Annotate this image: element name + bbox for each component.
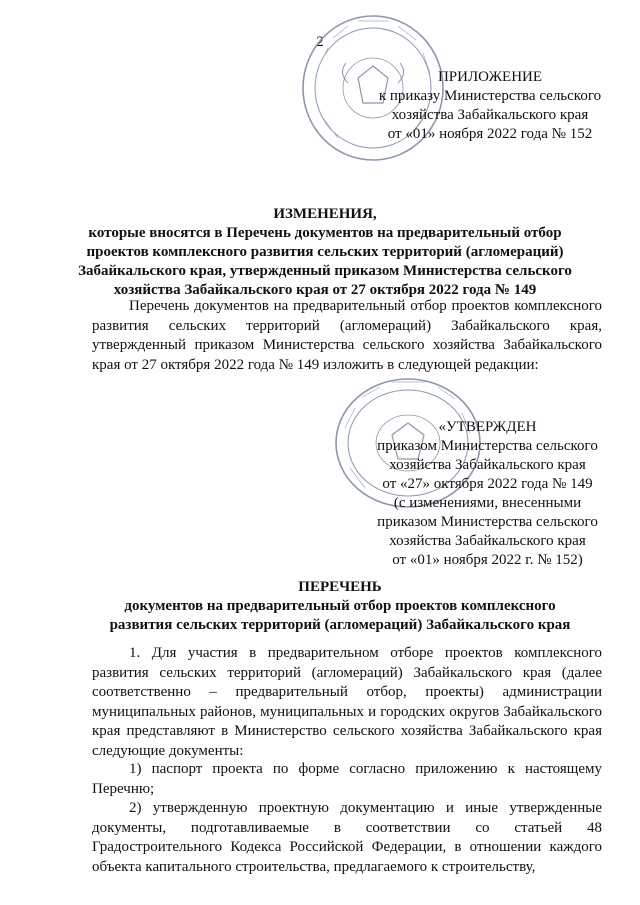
list-title-line: развития сельских территорий (агломераций) Забайкальского края [109, 617, 571, 633]
approved-line: от «27» октября 2022 года № 149 [382, 476, 593, 492]
approved-line: приказом Министерства сельского [377, 514, 598, 530]
list-title-line: документов на предварительный отбор проектов комплексного [124, 598, 556, 614]
approved-line: приказом Министерства сельского [377, 438, 598, 454]
list-title-heading: ПЕРЕЧЕНЬ [298, 579, 382, 595]
appendix-line: от «01» ноября 2022 года № 152 [387, 126, 593, 142]
title-line: которые вносятся в Перечень документов на предварительный отбор [88, 225, 562, 241]
title-line: хозяйства Забайкальского края от 27 октября 2022 года № 149 [113, 282, 537, 298]
intro-paragraph: Перечень документов на предварительный отбор проектов комплексного развития сельских территорий (агломераций) Забайкальского края, утвержденный приказом Министерства сельского хозяйства Забайкальского края от 27 октября 2022 года № 149 изложить в следующей редакции: [92, 298, 602, 373]
approved-block [355, 418, 620, 570]
list-title [80, 578, 600, 635]
approved-line: хозяйства Забайкальского края [389, 533, 586, 549]
title-heading: ИЗМЕНЕНИЯ, [273, 206, 377, 222]
item-paragraph: 2) утвержденную проектную документацию и иные утвержденные документы, подготавливаемые в соответствии со статьей 48 Градостроительного Кодекса Российской Федерации, в отношении каждого объекта капитального строительства, предлагаемого к строительству, [92, 800, 602, 875]
title-line: проектов комплексного развития сельских территорий (агломераций) [86, 244, 564, 260]
appendix-block [355, 68, 625, 144]
approved-line: от «01» ноября 2022 г. № 152) [392, 552, 583, 568]
page-number: 2 [316, 34, 324, 50]
title-line: Забайкальского края, утвержденный приказом Министерства сельского [78, 263, 572, 279]
item-paragraph: 1. Для участия в предварительном отборе проектов комплексного развития сельских территорий (агломераций) Забайкальского края (далее соответственно – предварительный отбор, проекты) администрации муниципальных районов, муниципальных и городских округов Забайкальского края представляют в Министерство сельского хозяйства Забайкальского края следующие документы: [92, 645, 602, 759]
appendix-line: к приказу Министерства сельского [378, 88, 602, 104]
approved-heading: «УТВЕРЖДЕН [438, 419, 537, 435]
appendix-line: хозяйства Забайкальского края [391, 107, 589, 123]
approved-line: (с изменениями, внесенными [393, 495, 582, 511]
approved-line: хозяйства Забайкальского края [389, 457, 586, 473]
item-paragraph: 1) паспорт проекта по форме согласно приложению к настоящему Перечню; [92, 761, 602, 797]
document-title [60, 205, 590, 300]
appendix-heading: ПРИЛОЖЕНИЕ [437, 69, 543, 85]
